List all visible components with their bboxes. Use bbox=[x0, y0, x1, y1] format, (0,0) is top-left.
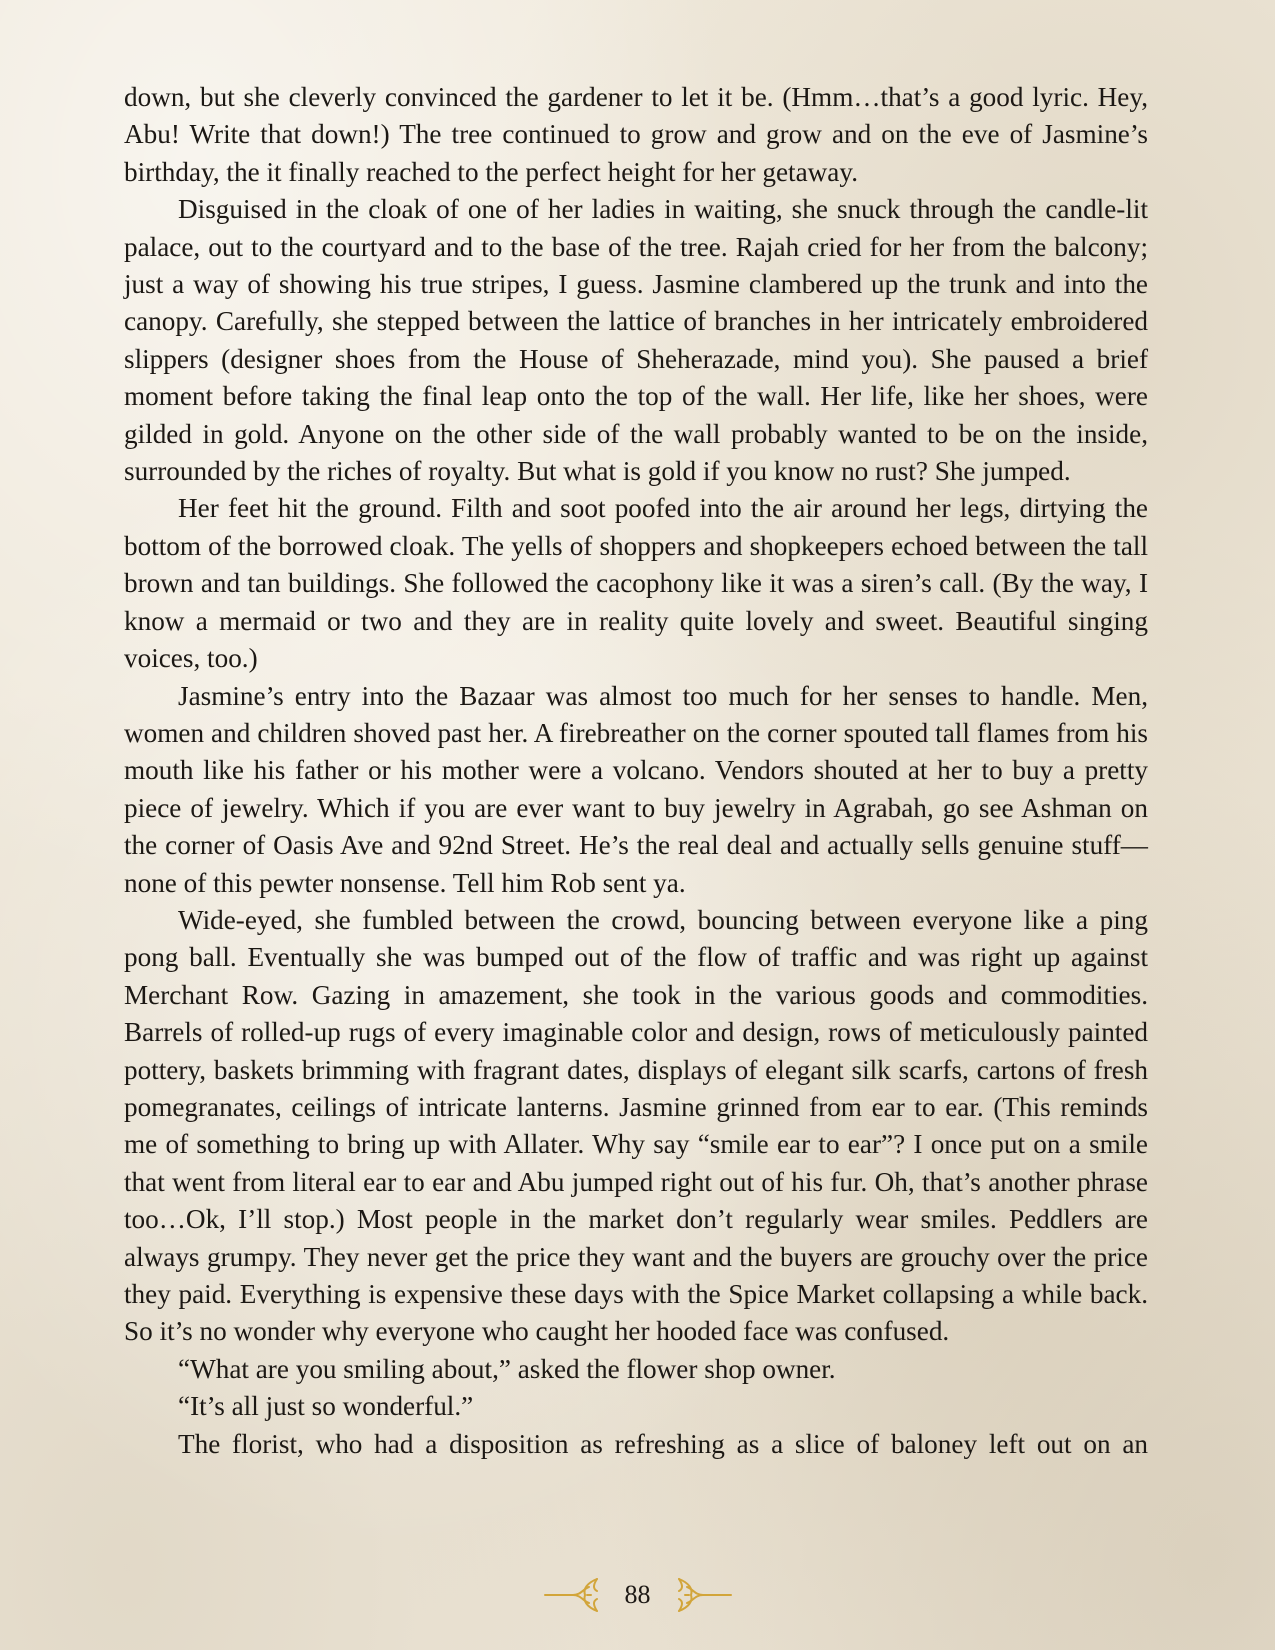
folio-ornament bbox=[543, 1573, 733, 1617]
page-folio bbox=[0, 1573, 1275, 1617]
paragraph-8: The florist, who had a disposition as refreshing as a slice of baloney left out on an bbox=[178, 1428, 1148, 1459]
body-text bbox=[124, 79, 1148, 1463]
page-number: 88 bbox=[624, 1580, 651, 1609]
paragraph-5: Wide-eyed, she fumbled between the crowd, bouncing between everyone like a ping pong ball. Eventually she was bumped out of the flow of traffic and was right up against Merchant Row. Gazing in amazement, she took in the various goods and commodities. Barrels of rolled-up rugs of every imaginable color and design, rows of meticulously painted pottery, baskets brimming with fragrant dates, displays of elegant silk scarfs, cartons of fresh pomegranates, ceilings of intricate lanterns. Jasmine grinned from ear to ear. (This reminds me of something to bring up with Allater. Why say “smile ear to ear”? I once put on a smile that went from literal ear to ear and Abu jumped right out of his fur. Oh, that’s another phrase too…Ok, I’ll stop.) Most people in the market don’t regularly wear smiles. Peddlers are always grumpy. They never get the price they want and the buyers are grouchy over the price they paid. Everything is expensive these days with the Spice Market collapsing a while back. So it’s no wonder why everyone who caught her hooded face was confused. bbox=[124, 904, 1148, 1347]
paragraph-6: “What are you smiling about,” asked the flower shop owner. bbox=[178, 1353, 836, 1384]
paragraph-2: Disguised in the cloak of one of her ladies in waiting, she snuck through the candle-lit palace, out to the courtyard and to the base of the tree. Rajah cried for her from the balcony; just a way of showing his true stripes, I guess. Jasmine clambered up the trunk and into the canopy. Carefully, she stepped between the lattice of branches in her intricately embroidered slippers (designer shoes from the House of Sheherazade, mind you). She paused a brief moment before taking the final leap onto the top of the wall. Her life, like her shoes, were gilded in gold. Anyone on the other side of the wall probably wanted to be on the inside, surrounded by the riches of royalty. But what is gold if you know no rust? She jumped. bbox=[124, 194, 1148, 487]
paragraph-7: “It’s all just so wonderful.” bbox=[178, 1391, 474, 1422]
paragraph-4: Jasmine’s entry into the Bazaar was almost too much for her senses to handle. Men, women and children shoved past her. A firebreather on the corner spouted tall flames from his mouth like his father or his mother were a volcano. Vendors shouted at her to buy a pretty piece of jewelry. Which if you are ever want to buy jewelry in Agrabah, go see Ashman on the corner of Oasis Ave and 92nd Street. He’s the real deal and actually sells genuine stuff—none of this pewter nonsense. Tell him Rob sent ya. bbox=[124, 680, 1148, 898]
paragraph-3: Her feet hit the ground. Filth and soot poofed into the air around her legs, dirtying the bottom of the borrowed cloak. The yells of shoppers and shopkeepers echoed between the tall brown and tan buildings. She followed the cacophony like it was a siren’s call. (By the way, I know a mermaid or two and they are in reality quite lovely and sweet. Beautiful singing voices, too.) bbox=[124, 493, 1148, 674]
paragraph-1: down, but she cleverly convinced the gardener to let it be. (Hmm…that’s a good lyric. Hey, Abu! Write that down!) The tree continued to grow and grow and on the eve of Jasmine’s birthday, the it finally reached to the perfect height for her getaway. bbox=[124, 82, 1148, 187]
